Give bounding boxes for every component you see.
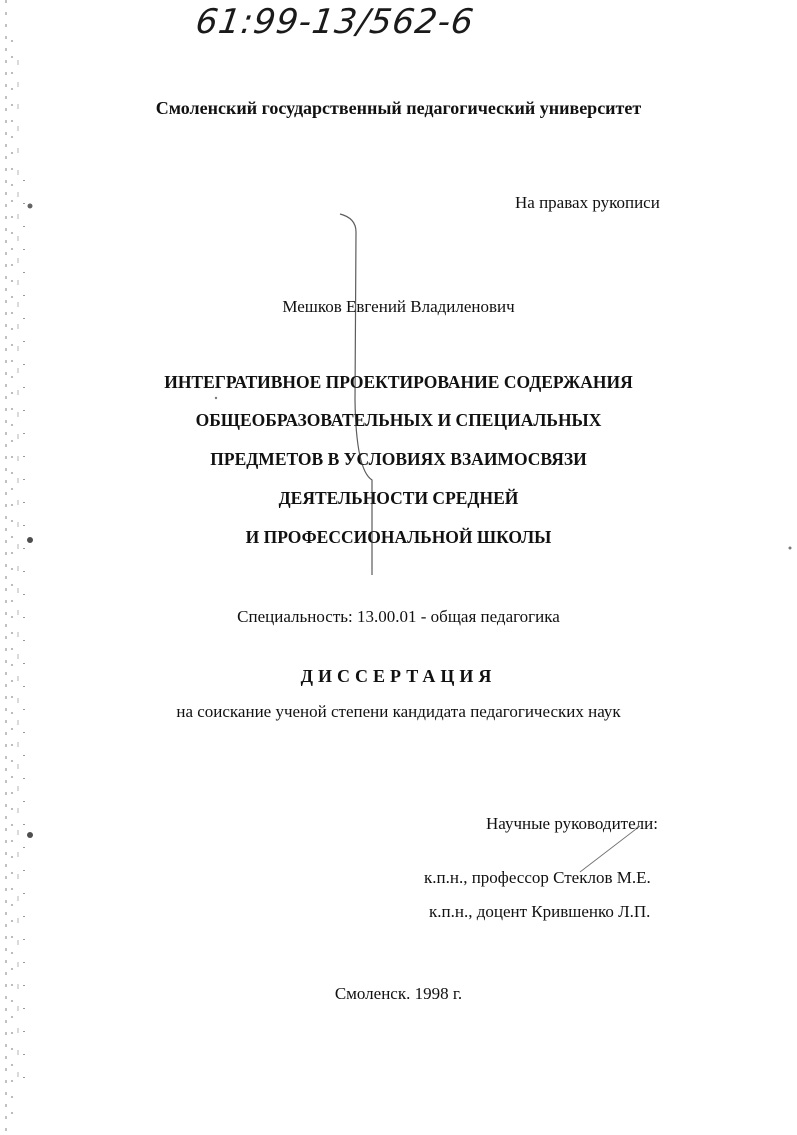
supervisors-heading: Научные руководители: — [486, 814, 658, 833]
author-name: Мешков Евгений Владиленович — [282, 297, 515, 316]
supervisor-item: к.п.н., профессор Стеклов М.Е. — [424, 868, 651, 887]
city-year: Смоленск. 1998 г. — [334, 984, 463, 1003]
document-type: ДИССЕРТАЦИЯ — [300, 666, 497, 686]
university-name: Смоленский государственный педагогический университет — [155, 98, 642, 118]
title-line: ДЕЯТЕЛЬНОСТИ СРЕДНЕЙ — [278, 488, 519, 508]
rights-note: На правах рукописи — [515, 193, 660, 212]
title-line: ПРЕДМЕТОВ В УСЛОВИЯХ ВЗАИМОСВЯЗИ — [210, 449, 587, 469]
supervisor-item: к.п.н., доцент Крившенко Л.П. — [429, 902, 651, 921]
title-line: ИНТЕГРАТИВНОЕ ПРОЕКТИРОВАНИЕ СОДЕРЖАНИЯ — [164, 372, 633, 392]
specialty: Специальность: 13.00.01 - общая педагогика — [237, 607, 560, 626]
archive-code-handwritten: 61:99-13/562-6 — [193, 2, 477, 42]
title-line: ОБЩЕОБРАЗОВАТЕЛЬНЫХ И СПЕЦИАЛЬНЫХ — [195, 410, 602, 430]
title-line: И ПРОФЕССИОНАЛЬНОЙ ШКОЛЫ — [245, 527, 552, 547]
degree-line: на соискание ученой степени кандидата педагогических наук — [176, 702, 621, 721]
